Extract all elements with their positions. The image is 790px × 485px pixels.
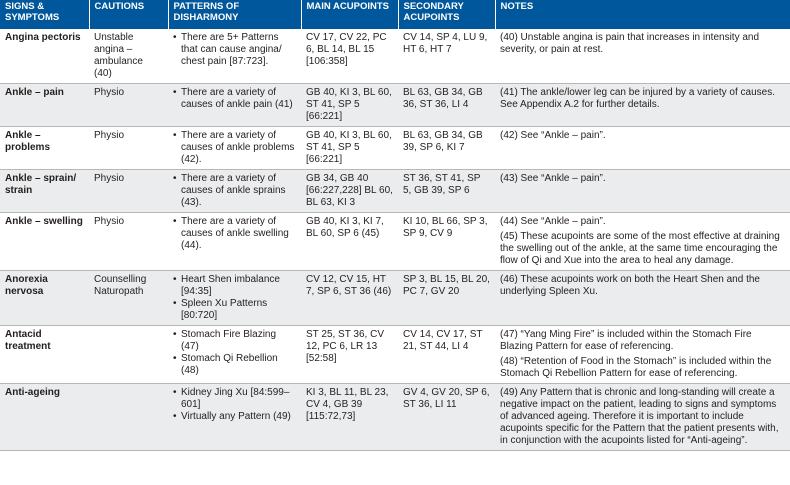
patterns-cell bbox=[168, 326, 301, 384]
main-acupoints-cell: KI 3, BL 11, BL 23, CV 4, GB 39 [115:72,73] bbox=[301, 384, 398, 451]
pattern-item: • Stomach Fire Blazing (47) bbox=[173, 329, 296, 353]
secondary-acupoints-cell: SP 3, BL 15, BL 20, PC 7, GV 20 bbox=[398, 271, 495, 326]
pattern-item: • There are a variety of causes of ankle swelling (44). bbox=[173, 216, 296, 252]
note: (40) Unstable angina is pain that increases in intensity and severity, or pain at rest. bbox=[500, 32, 760, 55]
sign-cell: Anorexia nervosa bbox=[0, 271, 89, 326]
table-row bbox=[0, 29, 790, 84]
pattern-item: • Stomach Qi Rebellion (48) bbox=[173, 353, 296, 377]
table-row bbox=[0, 271, 790, 326]
note: (41) The ankle/lower leg can be injured by a variety of causes. See Appendix A.2 for further details. bbox=[500, 87, 775, 110]
pattern-item: • Heart Shen imbalance [94:35] bbox=[173, 274, 296, 298]
notes-cell bbox=[495, 29, 790, 84]
pattern-item: • There are a variety of causes of ankle pain (41) bbox=[173, 87, 296, 111]
patterns-cell bbox=[168, 127, 301, 170]
secondary-acupoints-cell: CV 14, SP 4, LU 9, HT 6, HT 7 bbox=[398, 29, 495, 84]
note: (47) “Yang Ming Fire” is included within the Stomach Fire Blazing Pattern for ease of referencing. bbox=[500, 329, 752, 352]
notes-cell bbox=[495, 384, 790, 451]
caution-cell bbox=[89, 326, 168, 384]
sign-cell: Ankle – swelling bbox=[0, 213, 89, 271]
note: (42) See “Ankle – pain”. bbox=[500, 130, 606, 141]
pattern-item: • There are a variety of causes of ankle problems (42). bbox=[173, 130, 296, 166]
patterns-cell bbox=[168, 84, 301, 127]
caution-cell: Physio bbox=[89, 213, 168, 271]
patterns-cell bbox=[168, 384, 301, 451]
table-header-row bbox=[0, 0, 790, 29]
notes-cell bbox=[495, 127, 790, 170]
pattern-item: • There are 5+ Patterns that can cause angina/ chest pain [87:723]. bbox=[173, 32, 296, 68]
main-acupoints-cell: ST 25, ST 36, CV 12, PC 6, LR 13 [52:58] bbox=[301, 326, 398, 384]
pattern-item: • Kidney Jing Xu [84:599–601] bbox=[173, 387, 296, 411]
secondary-acupoints-cell: KI 10, BL 66, SP 3, SP 9, CV 9 bbox=[398, 213, 495, 271]
sign-cell: Ankle – sprain/ strain bbox=[0, 170, 89, 213]
sign-cell: Ankle – problems bbox=[0, 127, 89, 170]
header-cautions: CAUTIONS bbox=[89, 0, 168, 29]
caution-cell: Physio bbox=[89, 170, 168, 213]
pattern-item: • Spleen Xu Patterns [80:720] bbox=[173, 298, 296, 322]
notes-cell bbox=[495, 326, 790, 384]
sign-cell: Antacid treatment bbox=[0, 326, 89, 384]
note: (46) These acupoints work on both the Heart Shen and the underlying Spleen Xu. bbox=[500, 274, 760, 297]
header-signs: SIGNS & SYMPTOMS bbox=[0, 0, 89, 29]
pattern-item: • Virtually any Pattern (49) bbox=[173, 411, 296, 423]
main-acupoints-cell: GB 40, KI 3, BL 60, ST 41, SP 5 [66:221] bbox=[301, 84, 398, 127]
main-acupoints-cell: CV 12, CV 15, HT 7, SP 6, ST 36 (46) bbox=[301, 271, 398, 326]
table-row bbox=[0, 84, 790, 127]
notes-cell bbox=[495, 213, 790, 271]
caution-cell: Unstable angina – ambulance (40) bbox=[89, 29, 168, 84]
caution-cell: Physio bbox=[89, 84, 168, 127]
sign-cell: Anti-ageing bbox=[0, 384, 89, 451]
table-row bbox=[0, 213, 790, 271]
secondary-acupoints-cell: BL 63, GB 34, GB 36, ST 36, LI 4 bbox=[398, 84, 495, 127]
patterns-cell bbox=[168, 271, 301, 326]
secondary-acupoints-cell: ST 36, ST 41, SP 5, GB 39, SP 6 bbox=[398, 170, 495, 213]
table-row bbox=[0, 127, 790, 170]
sign-cell: Ankle – pain bbox=[0, 84, 89, 127]
header-secondary-acupoints: SECONDARY ACUPOINTS bbox=[398, 0, 495, 29]
note: (43) See “Ankle – pain”. bbox=[500, 173, 606, 184]
table-row bbox=[0, 170, 790, 213]
patterns-cell bbox=[168, 29, 301, 84]
table-row bbox=[0, 384, 790, 451]
note: (49) Any Pattern that is chronic and long-standing will create a negative impact on the patient, leading to signs and symptoms of advanced ageing. Therefore it is important to include acupoints specific for the Pattern that the patient presents with, in conjunction with the acupoints listed for “Anti-ageing”. bbox=[500, 387, 779, 446]
header-patterns: PATTERNS OF DISHARMONY bbox=[168, 0, 301, 29]
pattern-item: • There are a variety of causes of ankle sprains (43). bbox=[173, 173, 296, 209]
table-row bbox=[0, 326, 790, 384]
note: (48) “Retention of Food in the Stomach” is included within the Stomach Qi Rebellion Pattern for ease of referencing. bbox=[500, 356, 772, 379]
notes-cell bbox=[495, 170, 790, 213]
notes-cell bbox=[495, 271, 790, 326]
header-main-acupoints: MAIN ACUPOINTS bbox=[301, 0, 398, 29]
secondary-acupoints-cell: BL 63, GB 34, GB 39, SP 6, KI 7 bbox=[398, 127, 495, 170]
notes-cell bbox=[495, 84, 790, 127]
note: (44) See “Ankle – pain”. bbox=[500, 216, 606, 227]
secondary-acupoints-cell: CV 14, CV 17, ST 21, ST 44, LI 4 bbox=[398, 326, 495, 384]
main-acupoints-cell: CV 17, CV 22, PC 6, BL 14, BL 15 [106:358] bbox=[301, 29, 398, 84]
patterns-cell bbox=[168, 170, 301, 213]
header-notes: NOTES bbox=[495, 0, 790, 29]
main-acupoints-cell: GB 34, GB 40 [66:227,228] BL 60, BL 63, KI 3 bbox=[301, 170, 398, 213]
sign-cell: Angina pectoris bbox=[0, 29, 89, 84]
caution-cell: Counselling Naturopath bbox=[89, 271, 168, 326]
caution-cell: Physio bbox=[89, 127, 168, 170]
patterns-cell bbox=[168, 213, 301, 271]
main-acupoints-cell: GB 40, KI 3, KI 7, BL 60, SP 6 (45) bbox=[301, 213, 398, 271]
note: (45) These acupoints are some of the most effective at draining the swelling out of the ankle, at the same time encouraging the flow of Qi and Xue into the area to heal any damage. bbox=[500, 231, 780, 266]
caution-cell bbox=[89, 384, 168, 451]
main-acupoints-cell: GB 40, KI 3, BL 60, ST 41, SP 5 [66:221] bbox=[301, 127, 398, 170]
secondary-acupoints-cell: GV 4, GV 20, SP 6, ST 36, LI 11 bbox=[398, 384, 495, 451]
